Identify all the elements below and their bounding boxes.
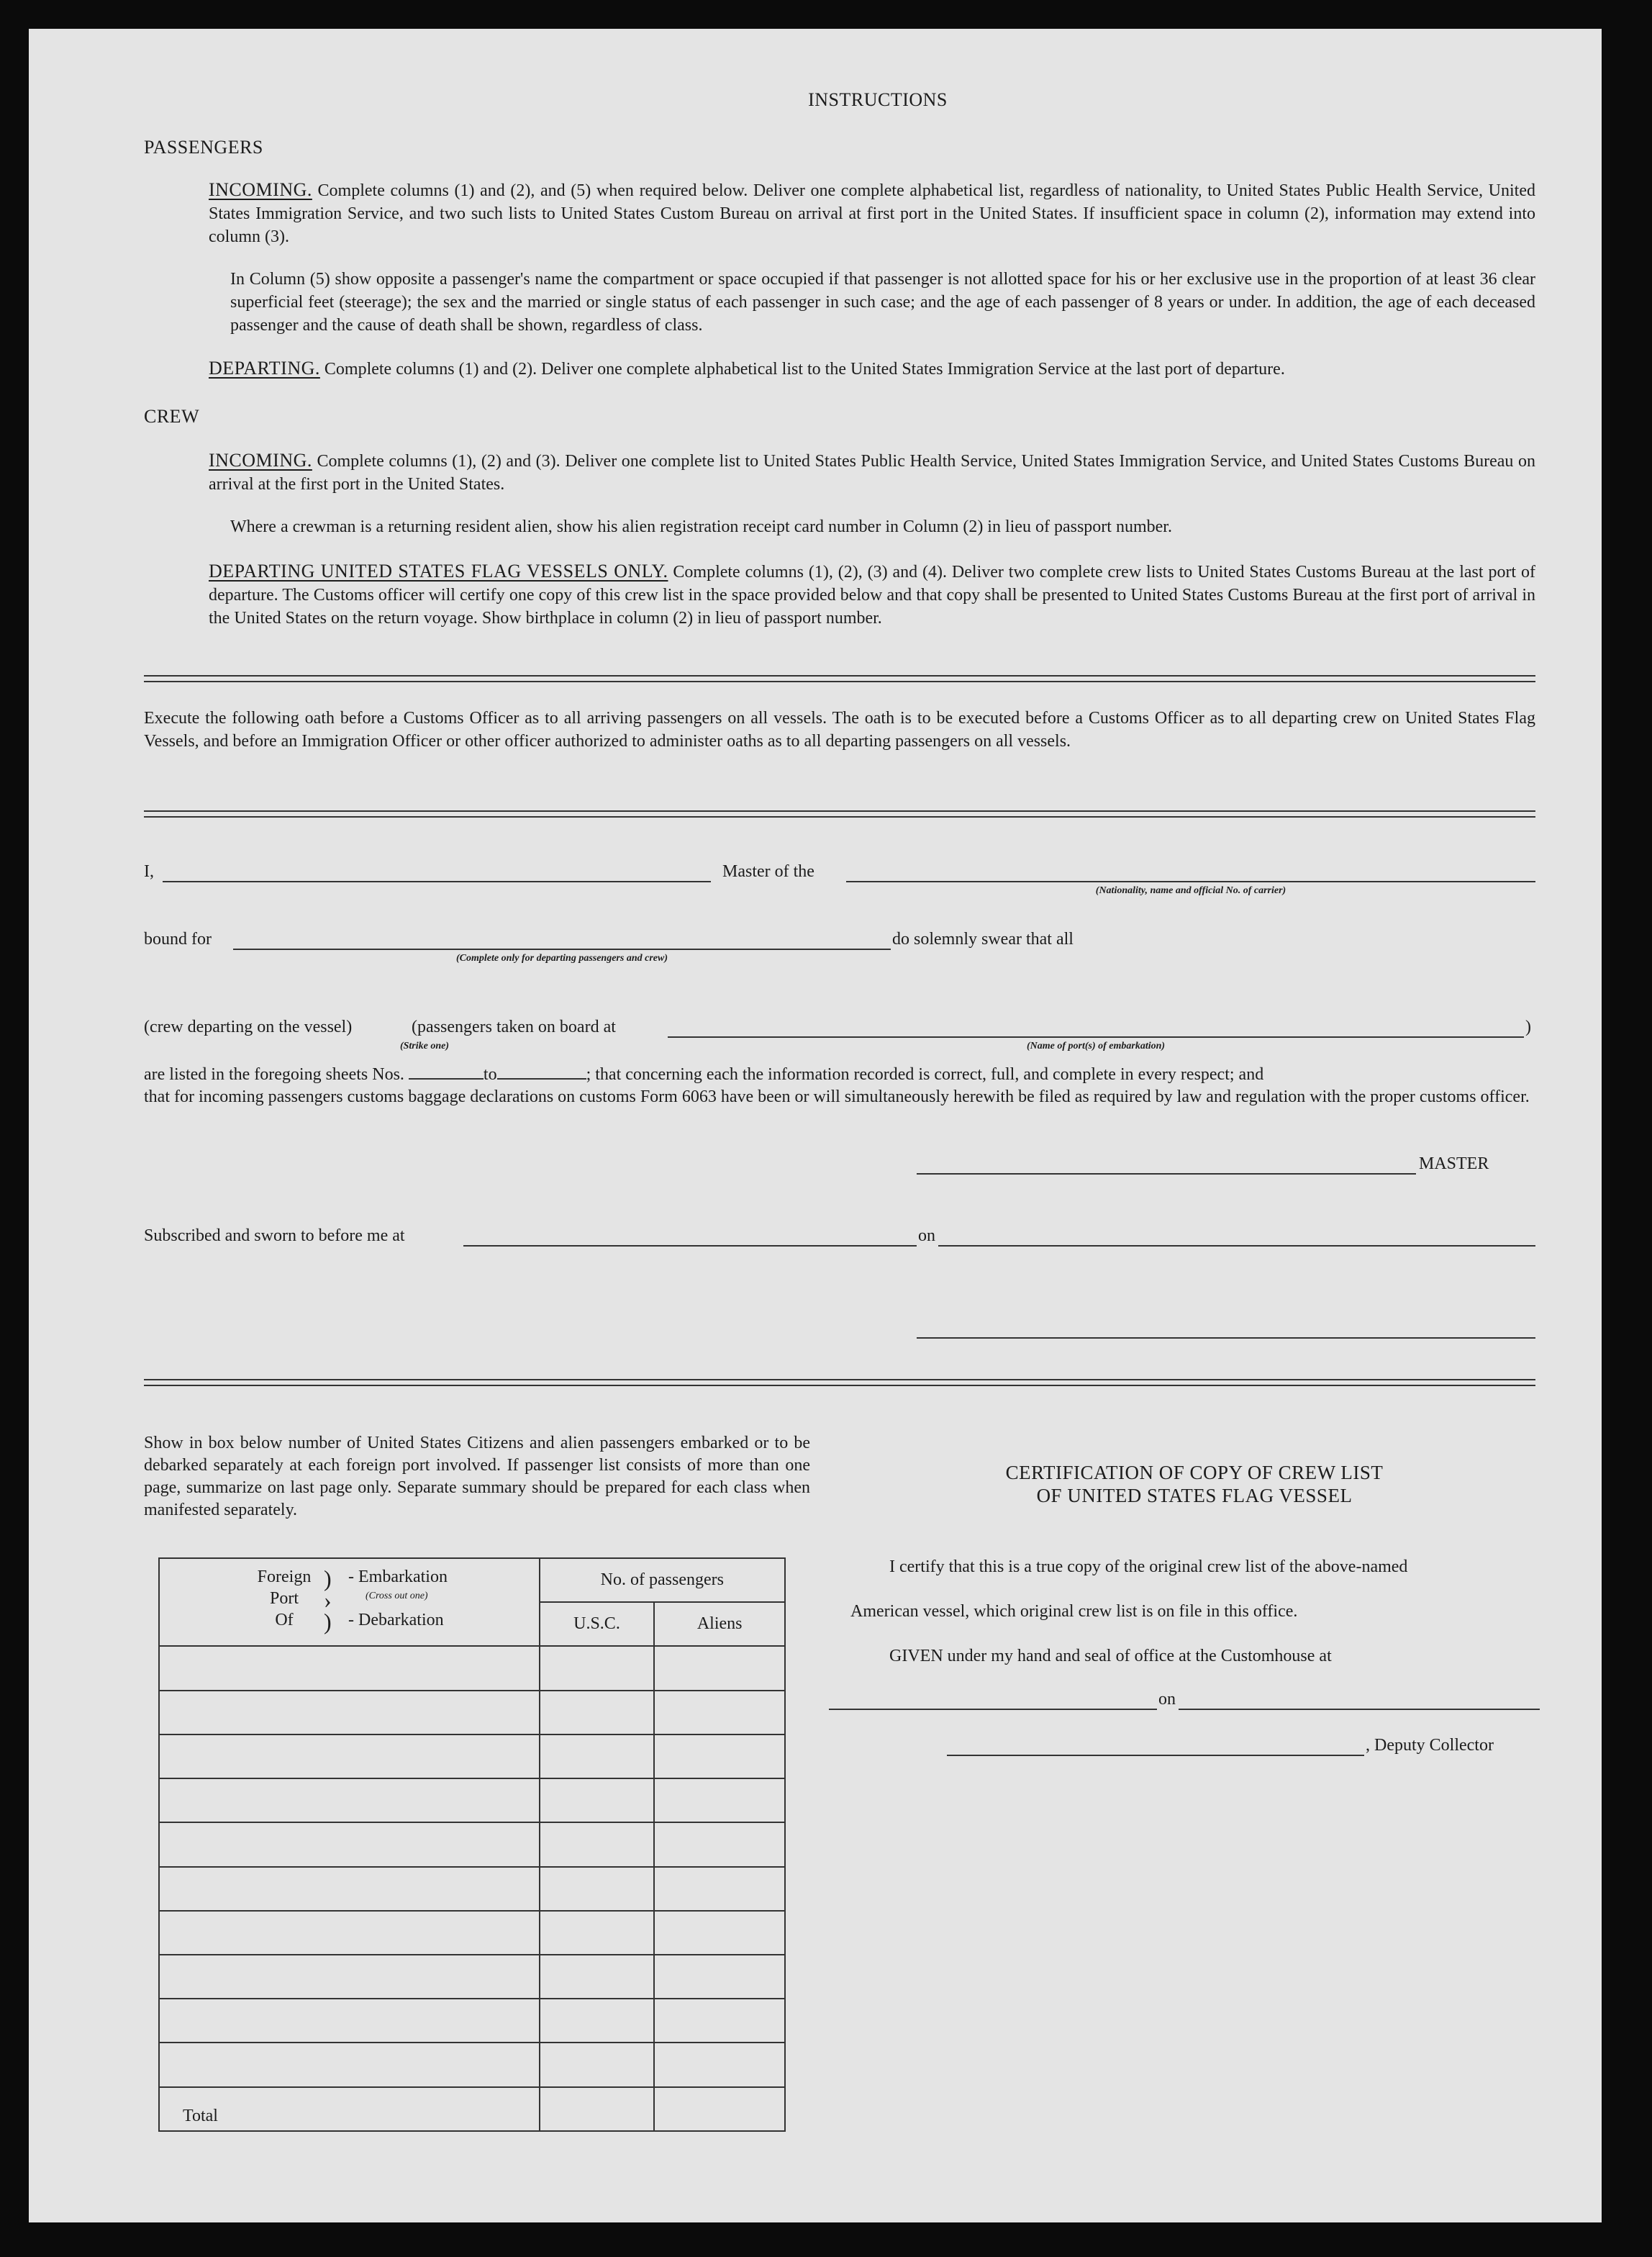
aliens-cell[interactable] bbox=[654, 1955, 785, 1999]
usc-total-cell[interactable] bbox=[540, 2087, 655, 2131]
customhouse-field[interactable] bbox=[829, 1709, 1157, 1710]
aliens-cell[interactable] bbox=[654, 1691, 785, 1734]
certification-date-field[interactable] bbox=[1179, 1709, 1540, 1710]
crew-incoming-text: Complete columns (1), (2) and (3). Deliver one complete list to United States Public Health Service, United States Immigration Service, and United States Customs Bureau on arrival at the first port in the United States. bbox=[209, 452, 1536, 494]
debarkation-option[interactable]: - Debarkation bbox=[348, 1611, 444, 1630]
form-page bbox=[29, 29, 1602, 2222]
sheet-from-field[interactable] bbox=[409, 1062, 484, 1080]
usc-cell[interactable] bbox=[540, 1955, 655, 1999]
oath-i-label: I, bbox=[144, 862, 154, 881]
certification-on-label: on bbox=[1158, 1690, 1176, 1709]
table-row bbox=[159, 1646, 785, 1690]
divider bbox=[144, 810, 1535, 812]
passengers-departing-text: Complete columns (1) and (2). Deliver one complete alphabetical list to the United States Immigration Service at the last port of departure. bbox=[324, 360, 1285, 379]
port-header-cell bbox=[159, 1558, 540, 1646]
usc-cell[interactable] bbox=[540, 1867, 655, 1911]
officer-signature-field[interactable] bbox=[917, 1337, 1535, 1339]
master-name-field[interactable] bbox=[163, 881, 711, 882]
total-row bbox=[159, 2087, 785, 2131]
passengers-incoming-label: INCOMING. bbox=[209, 179, 312, 200]
subscribed-date-field[interactable] bbox=[938, 1245, 1535, 1247]
crew-resident-paragraph: Where a crewman is a returning resident alien, show his alien registration receipt card number in Column (2) in lieu of passport number. bbox=[230, 517, 1172, 536]
oath-intro: Execute the following oath before a Customs Officer as to all arriving passengers on all vessels. The oath is to be executed before a Customs Officer as to all departing crew on United States Flag Vessels, and before an Immigration Officer or other officer authorized to administer oaths as to all departing passengers on all vessels. bbox=[144, 709, 1535, 751]
table-row bbox=[159, 1691, 785, 1734]
summary-instructions: Show in box below number of United States Citizens and alien passengers embarked or to be debarked separately at each foreign port involved. If passenger list consists of more than one page, summarize on last page only. Separate summary should be prepared for each class when manifested separately. bbox=[144, 1434, 810, 1519]
table-row bbox=[159, 2043, 785, 2086]
passengers-taken-option[interactable]: (passengers taken on board at bbox=[412, 1018, 616, 1036]
crew-departing-option[interactable]: (crew departing on the vessel) bbox=[144, 1018, 353, 1036]
to-label: to bbox=[483, 1065, 497, 1084]
passengers-incoming-text: Complete columns (1) and (2), and (5) when required below. Deliver one complete alphabetical list, regardless of nationality, to United States Public Health Service, United States Immigration Service, and two such lists to United States Custom Bureau on arrival at first port in the United States. If insufficient space in column (2), information may extend into column (3). bbox=[209, 181, 1536, 246]
master-of-label: Master of the bbox=[722, 862, 814, 881]
table-row bbox=[159, 1822, 785, 1866]
port-note: (Name of port(s) of embarkation) bbox=[1026, 1041, 1166, 1051]
aliens-cell[interactable] bbox=[654, 1734, 785, 1778]
swear-label: do solemnly swear that all bbox=[892, 930, 1074, 949]
divider bbox=[144, 816, 1535, 818]
divider bbox=[144, 1379, 1535, 1380]
certification-title-line2: OF UNITED STATES FLAG VESSEL bbox=[1036, 1485, 1353, 1506]
table-row bbox=[159, 1911, 785, 1955]
aliens-cell[interactable] bbox=[654, 1999, 785, 2043]
crew-heading: CREW bbox=[144, 406, 200, 427]
divider bbox=[144, 675, 1535, 677]
carrier-field[interactable] bbox=[846, 881, 1535, 882]
port-cell[interactable] bbox=[159, 1734, 540, 1778]
given-text: GIVEN under my hand and seal of office at the Customhouse at bbox=[889, 1647, 1332, 1665]
sheet-to-field[interactable] bbox=[497, 1062, 586, 1080]
listed-suffix: ; that concerning each the information recorded is correct, full, and complete in every respect; and bbox=[586, 1065, 1264, 1084]
port-cell[interactable] bbox=[159, 1778, 540, 1822]
bound-for-label: bound for bbox=[144, 930, 212, 949]
aliens-cell[interactable] bbox=[654, 1822, 785, 1866]
usc-header: U.S.C. bbox=[540, 1602, 655, 1646]
table-row bbox=[159, 1778, 785, 1822]
aliens-total-cell[interactable] bbox=[654, 2087, 785, 2131]
passengers-incoming-paragraph bbox=[209, 178, 1535, 248]
bound-for-field[interactable] bbox=[233, 949, 891, 950]
aliens-cell[interactable] bbox=[654, 2043, 785, 2086]
master-label: MASTER bbox=[1419, 1154, 1489, 1173]
passengers-departing-label: DEPARTING. bbox=[209, 358, 320, 379]
cross-out-note: (Cross out one) bbox=[366, 1591, 428, 1602]
crew-incoming-label: INCOMING. bbox=[209, 450, 312, 471]
crew-incoming-paragraph bbox=[209, 449, 1535, 496]
foreign-port-of-label: Foreign Port Of bbox=[257, 1568, 312, 1630]
brace: ) › ) bbox=[324, 1565, 332, 1635]
port-cell[interactable] bbox=[159, 1646, 540, 1690]
aliens-cell[interactable] bbox=[654, 1911, 785, 1955]
usc-cell[interactable] bbox=[540, 2043, 655, 2086]
certify-line2: American vessel, which original crew list is on file in this office. bbox=[850, 1602, 1298, 1621]
aliens-cell[interactable] bbox=[654, 1778, 785, 1822]
aliens-cell[interactable] bbox=[654, 1867, 785, 1911]
port-cell[interactable] bbox=[159, 1999, 540, 2043]
total-label: Total bbox=[159, 2087, 540, 2131]
embarkation-port-field[interactable] bbox=[668, 1036, 1524, 1038]
strike-note: (Strike one) bbox=[399, 1041, 450, 1051]
listed-continued: that for incoming passengers customs baggage declarations on customs Form 6063 have been or will simultaneously herewith be filed as required by law and regulation with the proper customs officer. bbox=[144, 1087, 1530, 1106]
listed-line bbox=[144, 1062, 1263, 1085]
crew-departing-label: DEPARTING UNITED STATES FLAG VESSELS ONLY. bbox=[209, 561, 668, 582]
port-cell[interactable] bbox=[159, 1691, 540, 1734]
divider bbox=[144, 1385, 1535, 1386]
usc-cell[interactable] bbox=[540, 1999, 655, 2043]
port-cell[interactable] bbox=[159, 1867, 540, 1911]
certify-line1: I certify that this is a true copy of the original crew list of the above-named bbox=[889, 1557, 1408, 1576]
certification-title-line1: CERTIFICATION OF COPY OF CREW LIST bbox=[1005, 1462, 1384, 1483]
table-row bbox=[159, 1955, 785, 1999]
port-cell[interactable] bbox=[159, 1911, 540, 1955]
aliens-header: Aliens bbox=[654, 1602, 785, 1646]
subscribed-label: Subscribed and sworn to before me at bbox=[144, 1226, 405, 1245]
usc-cell[interactable] bbox=[540, 1734, 655, 1778]
passengers-column5-paragraph: In Column (5) show opposite a passenger's name the compartment or space occupied if that passenger is not allotted space for his or her exclusive use in the proportion of at least 36 clear superficial feet (steerage); the sex and the married or single status of each passenger in such case; and the age of each passenger of 8 years or under. In addition, the age of each deceased passenger and the cause of death shall be shown, regardless of class. bbox=[230, 270, 1535, 335]
table-row bbox=[159, 1867, 785, 1911]
page-title: INSTRUCTIONS bbox=[808, 89, 948, 110]
master-signature-field[interactable] bbox=[917, 1173, 1416, 1175]
usc-cell[interactable] bbox=[540, 1822, 655, 1866]
deputy-signature-field[interactable] bbox=[947, 1755, 1364, 1756]
subscribed-place-field[interactable] bbox=[463, 1245, 917, 1247]
table-row bbox=[159, 1999, 785, 2043]
aliens-cell[interactable] bbox=[654, 1646, 785, 1690]
listed-prefix: are listed in the foregoing sheets Nos. bbox=[144, 1065, 404, 1084]
embarkation-option[interactable]: - Embarkation bbox=[348, 1568, 448, 1587]
crew-departing-paragraph bbox=[209, 560, 1535, 630]
passenger-summary-table bbox=[158, 1557, 786, 2132]
port-cell[interactable] bbox=[159, 1822, 540, 1866]
divider bbox=[144, 681, 1535, 682]
passengers-heading: PASSENGERS bbox=[144, 137, 263, 158]
certification-title bbox=[849, 1461, 1540, 1507]
port-cell[interactable] bbox=[159, 1955, 540, 1999]
subscribed-on-label: on bbox=[918, 1226, 935, 1245]
carrier-note: (Nationality, name and official No. of carrier) bbox=[1095, 885, 1286, 896]
no-passengers-header: No. of passengers bbox=[540, 1558, 785, 1602]
port-cell[interactable] bbox=[159, 2043, 540, 2086]
bound-note: (Complete only for departing passengers and crew) bbox=[456, 953, 668, 964]
usc-cell[interactable] bbox=[540, 1646, 655, 1690]
usc-cell[interactable] bbox=[540, 1691, 655, 1734]
usc-cell[interactable] bbox=[540, 1778, 655, 1822]
deputy-collector-label: , Deputy Collector bbox=[1366, 1736, 1494, 1755]
close-paren: ) bbox=[1525, 1018, 1531, 1036]
passengers-departing-paragraph bbox=[209, 357, 1535, 381]
crew-departing-text: Complete columns (1), (2), (3) and (4). Deliver two complete crew lists to United States Customs Bureau at the last port of departure. The Customs officer will certify one copy of this crew list in the space provided below and that copy shall be presented to United States Customs Bureau at the first port of arrival in the United States on the return voyage. Show birthplace in column (2) in lieu of passport number. bbox=[209, 563, 1535, 628]
usc-cell[interactable] bbox=[540, 1911, 655, 1955]
table-row bbox=[159, 1734, 785, 1778]
